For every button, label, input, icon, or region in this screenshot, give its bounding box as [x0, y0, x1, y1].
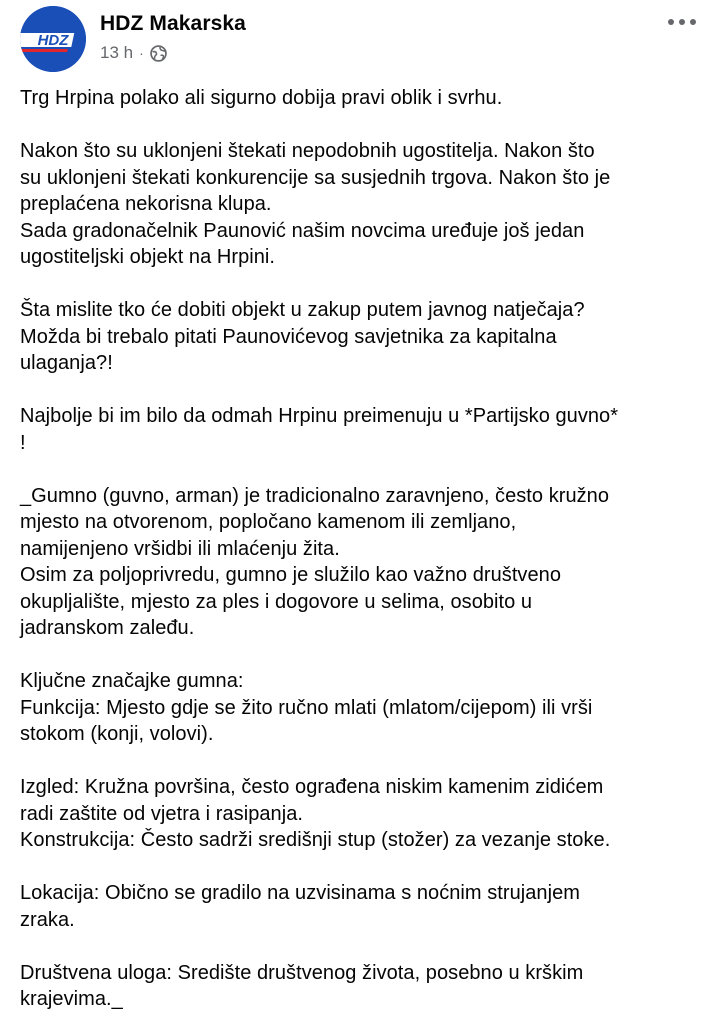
- post-text-line: Osim za poljoprivredu, gumno je služilo kao važno društveno: [20, 564, 561, 586]
- post-text-line: Nakon što su uklonjeni štekati nepodobnih ugostitelja. Nakon što: [20, 140, 595, 162]
- post-paragraph: [20, 297, 705, 377]
- hdz-logo: [20, 6, 86, 72]
- post-text-line: Ključne značajke gumna:: [20, 670, 244, 692]
- more-options-dot: [679, 19, 685, 25]
- post-text-line: Možda bi trebalo pitati Paunovićevog savjetnika za kapitalna: [20, 325, 557, 348]
- post-meta: [100, 42, 167, 64]
- post-text-line: okupljalište, mjesto za ples i dogovore u selima, osobito u: [20, 590, 533, 613]
- post-text: [20, 85, 705, 1013]
- post-paragraph: [20, 85, 705, 112]
- meta-separator: ·: [139, 45, 144, 61]
- post-paragraph: [20, 138, 705, 271]
- more-options-dot: [690, 19, 696, 25]
- post-text-line: Lokacija: Obično se gradilo na uzvisinama s noćnim strujanjem: [20, 882, 580, 904]
- post-text-line: mjesto na otvorenom, popločano kamenom ili zemljano,: [20, 511, 517, 533]
- post-text-line: Šta mislite tko će dobiti objekt u zakup putem javnog natječaja?: [20, 299, 585, 321]
- post-text-line: Funkcija: Mjesto gdje se žito ručno mlati (mlatom/cijepom) ili vrši: [20, 696, 593, 719]
- page-avatar[interactable]: [20, 6, 86, 72]
- post-text-line: Izgled: Kružna površina, često ograđena niskim kamenim zidićem: [20, 776, 604, 798]
- post-paragraph: [20, 880, 705, 933]
- post-text-line: namijenjeno vršidbi ili mlaćenju žita.: [20, 537, 340, 560]
- post-text-line: stokom (konji, volovi).: [20, 723, 214, 745]
- post-paragraph: [20, 774, 705, 854]
- post-text-line: Društvena uloga: Središte društvenog života, posebno u krškim: [20, 961, 584, 984]
- avatar-text: HDZ: [37, 32, 69, 49]
- post-text-line: zraka.: [20, 908, 75, 931]
- post-paragraph: [20, 960, 705, 1013]
- post-text-line: !: [20, 431, 26, 454]
- post-text-line: jadranskom zaleđu.: [20, 617, 195, 639]
- globe-icon[interactable]: [150, 45, 167, 62]
- post-text-line: Trg Hrpina polako ali sigurno dobija pravi oblik i svrhu.: [20, 87, 503, 109]
- post-text-line: Sada gradonačelnik Paunović našim novcima uređuje još jedan: [20, 219, 585, 242]
- post-text-line: radi zaštite od vjetra i rasipanja.: [20, 802, 303, 825]
- post-text-line: Najbolje bi im bilo da odmah Hrpinu preimenuju u *Partijsko guvno*: [20, 405, 619, 427]
- post-header: [0, 0, 718, 80]
- more-options-button[interactable]: [664, 8, 700, 36]
- page-name[interactable]: HDZ Makarska: [100, 12, 246, 35]
- more-options-icon: [668, 19, 674, 25]
- post-text-line: Konstrukcija: Često sadrži središnji stup (stožer) za vezanje stoke.: [20, 829, 611, 851]
- post-time[interactable]: 13 h: [100, 43, 134, 62]
- post-text-line: preplaćena nekorisna klupa.: [20, 193, 272, 215]
- post-text-line: krajevima._: [20, 988, 123, 1010]
- post-paragraph: [20, 483, 705, 642]
- post-paragraph: [20, 668, 705, 748]
- post-text-line: ulaganja?!: [20, 352, 113, 374]
- post-paragraph: [20, 403, 705, 456]
- post-text-line: _Gumno (guvno, arman) je tradicionalno zaravnjeno, često kružno: [20, 484, 610, 507]
- post-text-line: ugostiteljski objekt na Hrpini.: [20, 246, 276, 268]
- post-text-line: su uklonjeni štekati konkurencije sa susjednih trgova. Nakon što je: [20, 166, 611, 189]
